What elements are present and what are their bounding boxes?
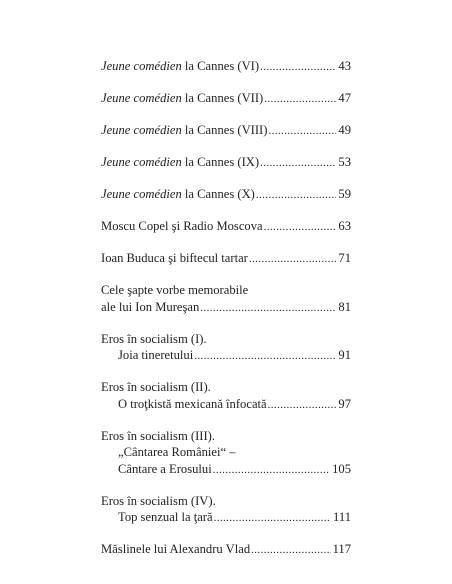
dot-leader xyxy=(264,219,337,236)
toc-entry[interactable] xyxy=(101,282,351,316)
page-number: 59 xyxy=(338,187,351,201)
toc-title-italic-part: Jeune comédien xyxy=(101,91,182,105)
page-number: 111 xyxy=(333,510,351,524)
toc-entry[interactable] xyxy=(101,58,351,76)
toc-entry[interactable] xyxy=(101,90,351,108)
toc-entry[interactable] xyxy=(101,493,351,527)
toc-title-part: la Cannes (VII) xyxy=(181,91,264,105)
toc-entry-title-line: Eros în socialism (IV). xyxy=(101,493,216,508)
toc-entry-main-line xyxy=(101,396,351,414)
table-of-contents xyxy=(101,58,351,559)
toc-entry-title-line: Cele şapte vorbe memorabile xyxy=(101,283,249,297)
toc-entry-title xyxy=(101,58,259,75)
page-number: 117 xyxy=(332,542,351,556)
toc-title-part: la Cannes (X) xyxy=(181,187,255,201)
toc-entry-title-line: Eros în socialism (III). xyxy=(101,428,216,443)
toc-title-italic-part: Jeune comédien xyxy=(101,155,182,169)
toc-entry[interactable] xyxy=(101,379,351,413)
dot-leader xyxy=(249,251,337,268)
dot-leader xyxy=(194,348,336,365)
page-number: 47 xyxy=(338,91,351,105)
toc-title-part: Moscu Copel şi Radio Moscova xyxy=(101,219,263,233)
page-number: 71 xyxy=(338,251,351,265)
toc-entry[interactable] xyxy=(101,218,351,236)
dot-leader xyxy=(268,397,337,414)
dot-leader xyxy=(200,300,336,317)
page-number: 97 xyxy=(338,396,351,411)
toc-entry-main-line xyxy=(101,90,351,108)
toc-title-part: Măslinele lui Alexandru Vlad xyxy=(101,542,251,556)
toc-entry-title xyxy=(118,461,212,478)
toc-entry-main-line xyxy=(101,250,351,268)
dot-leader xyxy=(251,542,330,559)
toc-entry[interactable] xyxy=(101,250,351,268)
page-number: 91 xyxy=(338,348,351,362)
toc-entry-title xyxy=(101,122,267,139)
toc-entry-main-line xyxy=(101,299,351,317)
toc-entry-main-line xyxy=(101,461,351,479)
toc-entry-title xyxy=(101,90,263,107)
toc-entry-main-line xyxy=(101,541,351,559)
toc-entry-title xyxy=(101,541,250,558)
toc-title-part: Ioan Buduca şi biftecul tartar xyxy=(101,251,248,265)
toc-title-part: Top senzual la ţară xyxy=(118,510,213,524)
toc-entry[interactable] xyxy=(101,122,351,140)
toc-entry-title-line: „Cântarea României“ – xyxy=(118,445,236,459)
toc-entry[interactable] xyxy=(101,331,351,365)
toc-title-part: Joia tineretului xyxy=(118,348,194,362)
page-number: 63 xyxy=(338,219,351,233)
toc-entry[interactable] xyxy=(101,541,351,559)
page-number: 105 xyxy=(332,461,351,476)
toc-title-part: ale lui Ion Mureşan xyxy=(101,299,200,314)
dot-leader xyxy=(264,91,336,108)
toc-entry-title-line: Eros în socialism (I). xyxy=(101,331,207,346)
toc-entry-main-line xyxy=(101,347,351,365)
toc-entry-title xyxy=(101,299,199,316)
toc-entry-title xyxy=(101,186,255,203)
dot-leader xyxy=(214,510,331,527)
toc-title-italic-part: Jeune comédien xyxy=(101,123,182,137)
toc-entry-main-line xyxy=(101,509,351,527)
toc-entry-main-line xyxy=(101,186,351,204)
toc-title-part: la Cannes (VIII) xyxy=(181,123,268,137)
toc-entry-main-line xyxy=(101,58,351,76)
toc-entry-title xyxy=(101,218,263,235)
dot-leader xyxy=(260,59,336,76)
toc-entry-title-line: Eros în socialism (II). xyxy=(101,380,211,394)
toc-entry[interactable] xyxy=(101,186,351,204)
toc-entry[interactable] xyxy=(101,428,351,479)
toc-entry-main-line xyxy=(101,154,351,172)
toc-entry-title xyxy=(118,347,193,364)
toc-title-part: la Cannes (VI) xyxy=(181,59,260,73)
toc-entry-title xyxy=(101,154,259,171)
toc-title-italic-part: Jeune comédien xyxy=(101,59,182,73)
toc-title-part: la Cannes (IX) xyxy=(181,155,260,169)
toc-entry-title xyxy=(118,396,267,413)
page-number: 49 xyxy=(338,123,351,137)
toc-title-part: O troţkistă mexicană înfocată xyxy=(118,396,267,411)
toc-entry-main-line xyxy=(101,122,351,140)
dot-leader xyxy=(213,462,330,479)
page-number: 43 xyxy=(338,59,351,73)
toc-entry-title xyxy=(118,509,213,526)
toc-title-part: Cântare a Erosului xyxy=(118,461,212,476)
page-number: 81 xyxy=(338,299,351,314)
toc-title-italic-part: Jeune comédien xyxy=(101,187,182,201)
page-number: 53 xyxy=(338,155,351,169)
toc-entry[interactable] xyxy=(101,154,351,172)
toc-entry-title xyxy=(101,250,248,267)
dot-leader xyxy=(256,187,337,204)
dot-leader xyxy=(268,123,336,140)
toc-entry-main-line xyxy=(101,218,351,236)
dot-leader xyxy=(260,155,336,172)
